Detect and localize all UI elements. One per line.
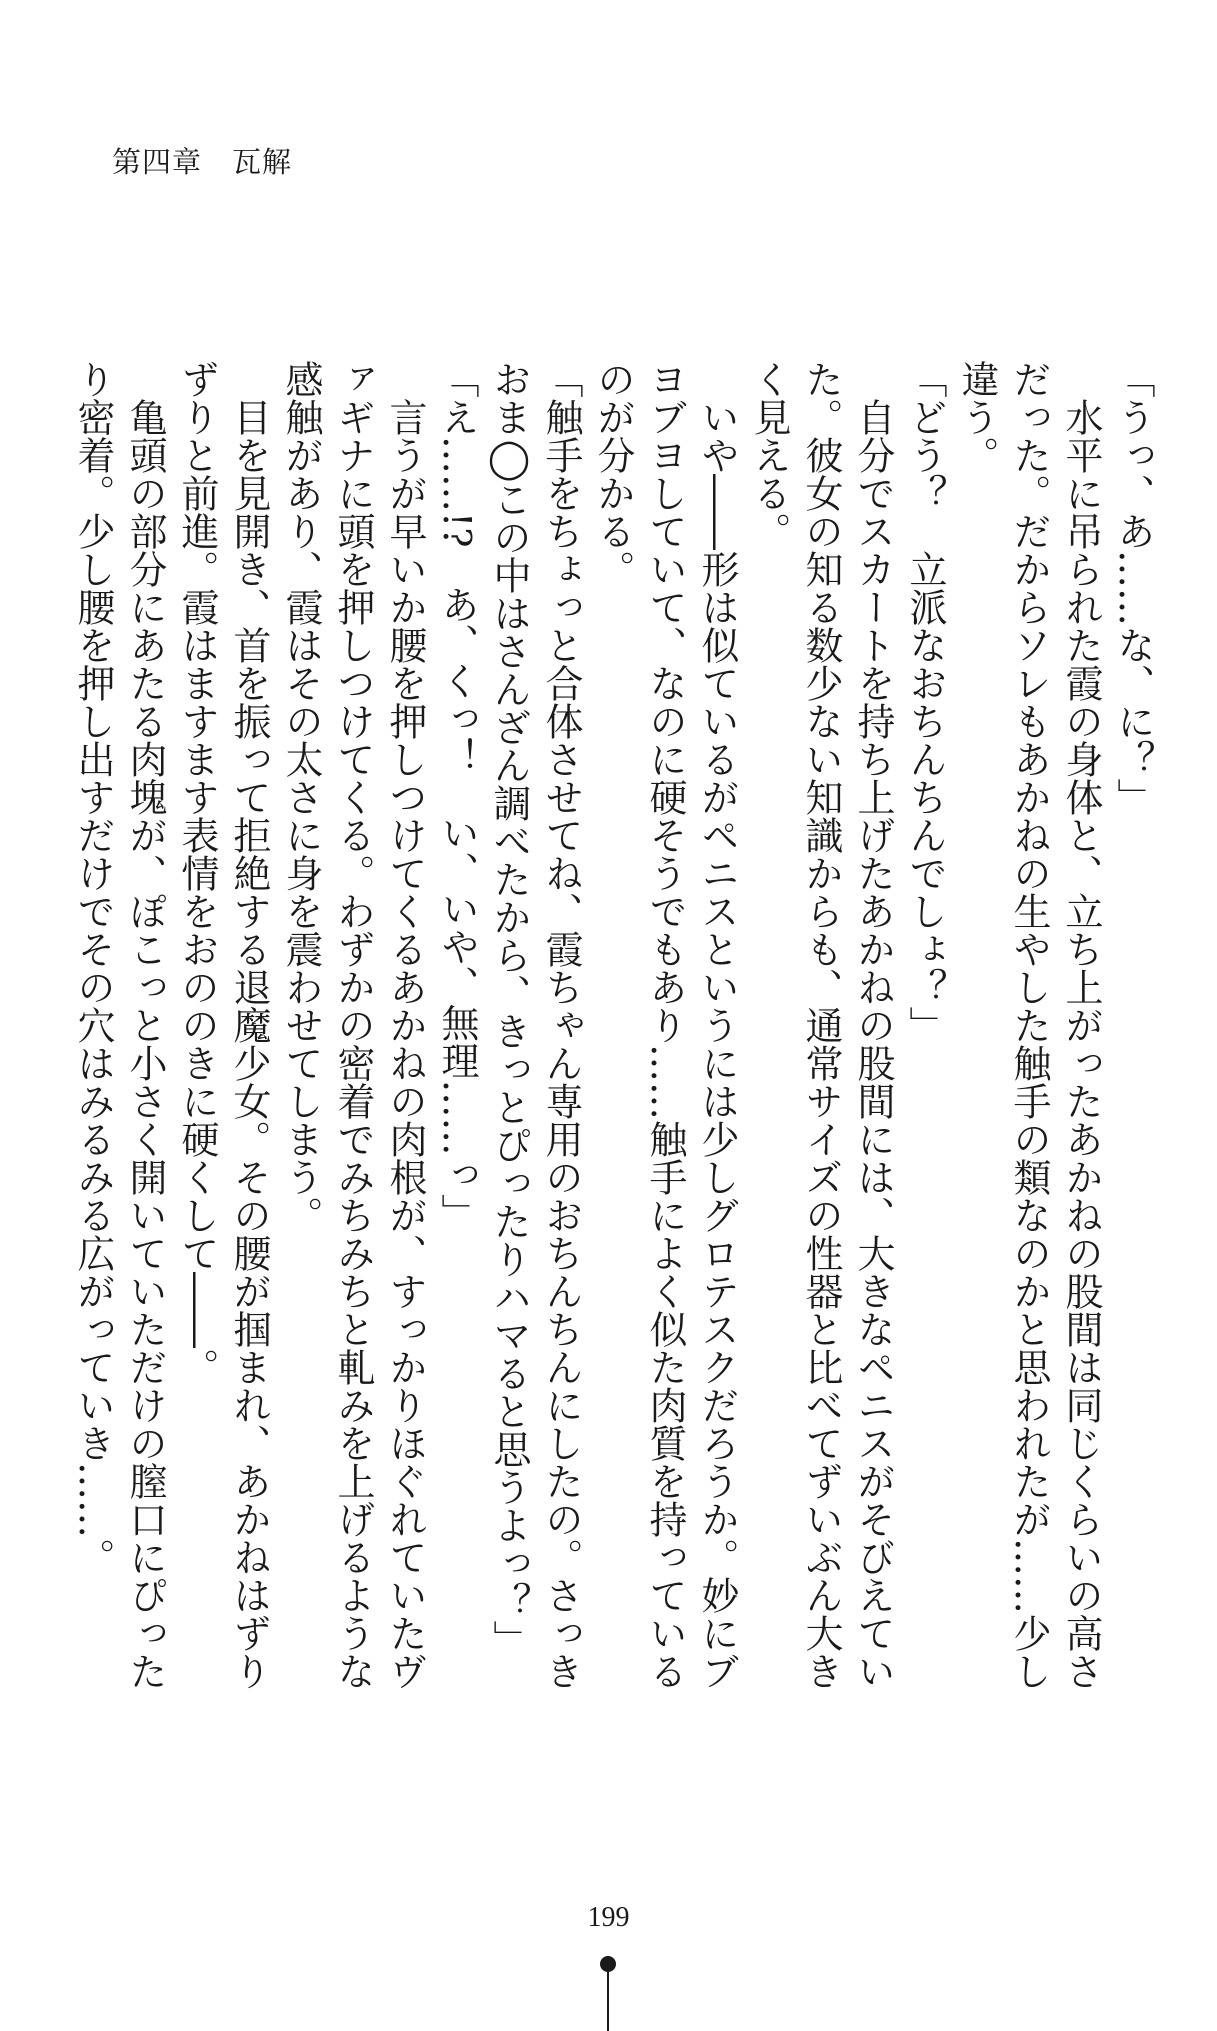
paragraph: 「え……!? あ、くっ！ い、いや、無理……っ」 (435, 360, 479, 1232)
paragraph: いや――形は似ているがペニスというには少しグロテスクだろうか。妙にブヨブヨしていて、なのに硬そうでもあり……触手によく似た肉質を持っているのが分かる。 (591, 360, 739, 1690)
paragraph: 目を見開き、首を振って拒絶する退魔少女。その腰が掴まれ、あかねはずりずりと前進。霞はますます表情をおののきに硬くして――。 (175, 360, 271, 1690)
paragraph: 水平に吊られた霞の身体と、立ち上がったあかねの股間は同じくらいの高さだった。だからソレもあかねの生やした触手の類なのかと思われたが……少し違う。 (955, 360, 1103, 1690)
chapter-header: 第四章 瓦解 (112, 145, 293, 179)
page-marker-line (607, 1970, 609, 2031)
paragraph: 「触手をちょっと合体させてね、霞ちゃん専用のおちんちんにしたの。さっきおま◯この中はさんざん調べたから、きっとぴったりハマると思うよっ？」 (487, 360, 583, 1690)
paragraph: 自分でスカートを持ち上げたあかねの股間には、大きなペニスがそびえていた。彼女の知る数少ない知識からも、通常サイズの性器と比べてずいぶん大きく見える。 (747, 360, 895, 1690)
paragraph: 「どう？ 立派なおちんちんでしょ？」 (903, 360, 947, 1044)
paragraph: 「うっ、あ……な、に？」 (1111, 360, 1155, 816)
paragraph: 言うが早いか腰を押しつけてくるあかねの肉根が、すっかりほぐれていたヴァギナに頭を押しつけてくる。わずかの密着でみちみちと軋みを上げるような感触があり、霞はその太さに身を震わせてしまう。 (279, 360, 427, 1690)
page-number: 199 (587, 1902, 630, 1933)
body-text (67, 360, 1159, 1700)
paragraph: 亀頭の部分にあたる肉塊が、ぽこっと小さく開いていただけの膣口にぴったり密着。少し腰を押し出すだけでその穴はみるみる広がっていき……。 (71, 360, 167, 1690)
